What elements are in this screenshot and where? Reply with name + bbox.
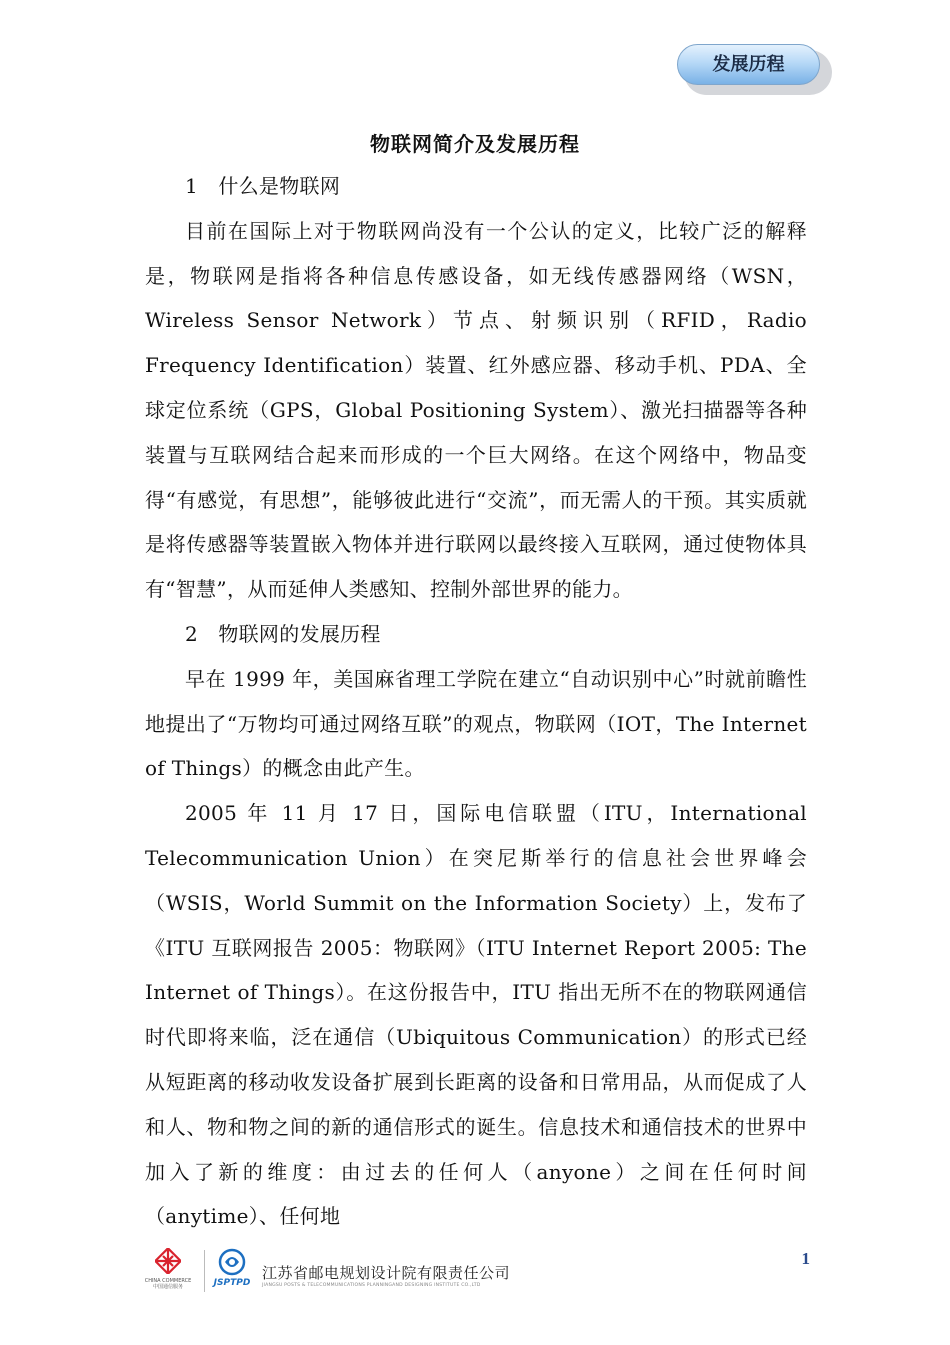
company-name-en: JIANGSU POSTS & TELECOMMUNICATIONS PLANNINGAND DESIGNING INSTITUTE CO.,LTD	[262, 1283, 481, 1288]
section-heading-1: 1 什么是物联网	[185, 174, 341, 198]
paragraph-2005: 2005 年 11 月 17 日，国际电信联盟（ITU，International Telecommunication Union）在突尼斯举行的信息社会世界峰会（WSIS，World Summit on the Information Society）上，发布了《ITU 互联网报告 2005：物联网》（ITU Internet Report 2005: The Internet of Things）。在这份报告中，ITU 指出无所不在的物联网通信时代即将来临，泛在通信（Ubiquitous Communication）的形式已经从短距离的移动收发设备扩展到长距离的设备和日常用品，从而促成了人和人、物和物之间的新的通信形式的诞生。信息技术和通信技术的世界中加入了新的维度：由过去的任何人（anyone）之间在任何时间（anytime）、任何地	[145, 801, 807, 1229]
red-knot-icon	[155, 1248, 181, 1274]
china-comm-caption: CHINA COMMERCE 中国通信服务	[144, 1278, 192, 1290]
china-comm-logo	[143, 1248, 193, 1294]
jsptd-caption: JSPTPD	[213, 1278, 251, 1288]
section-heading-2: 2 物联网的发展历程	[185, 621, 381, 646]
footer-divider	[204, 1250, 205, 1292]
jsptd-logo	[211, 1248, 253, 1294]
page-footer	[0, 1240, 950, 1300]
paragraph-definition: 目前在国际上对于物联网尚没有一个公认的定义，比较广泛的解释是，物联网是指将各种信息传感设备，如无线传感器网络（WSN，Wireless Sensor Network）节点、射频识别（RFID，Radio Frequency Identification）装置、红外感应器、移动手机、PDA、全球定位系统（GPS，Global Positioning System）、激光扫描器等各种装置与互联网结合起来而形成的一个巨大网络。在这个网络中，物品变得“有感觉，有思想”，能够彼此进行“交流”，而无需人的干预。其实质就是将传感器等装置嵌入物体并进行联网以最终接入互联网，通过使物体具有“智慧”，从而延伸人类感知、控制外部世界的能力。	[145, 218, 807, 602]
page-number: 1	[801, 1249, 810, 1268]
document-title: 物联网简介及发展历程	[370, 132, 580, 156]
document-body	[145, 164, 807, 1239]
blue-circle-icon	[211, 1248, 253, 1278]
paragraph-1999: 早在 1999 年，美国麻省理工学院在建立“自动识别中心”时就前瞻性地提出了“万物均可通过网络互联”的观点，物联网（IOT，The Internet of Things）的概念由此产生。	[145, 666, 807, 781]
company-name: 江苏省邮电规划设计院有限责任公司	[262, 1264, 511, 1282]
section-badge: 发展历程	[677, 44, 820, 85]
